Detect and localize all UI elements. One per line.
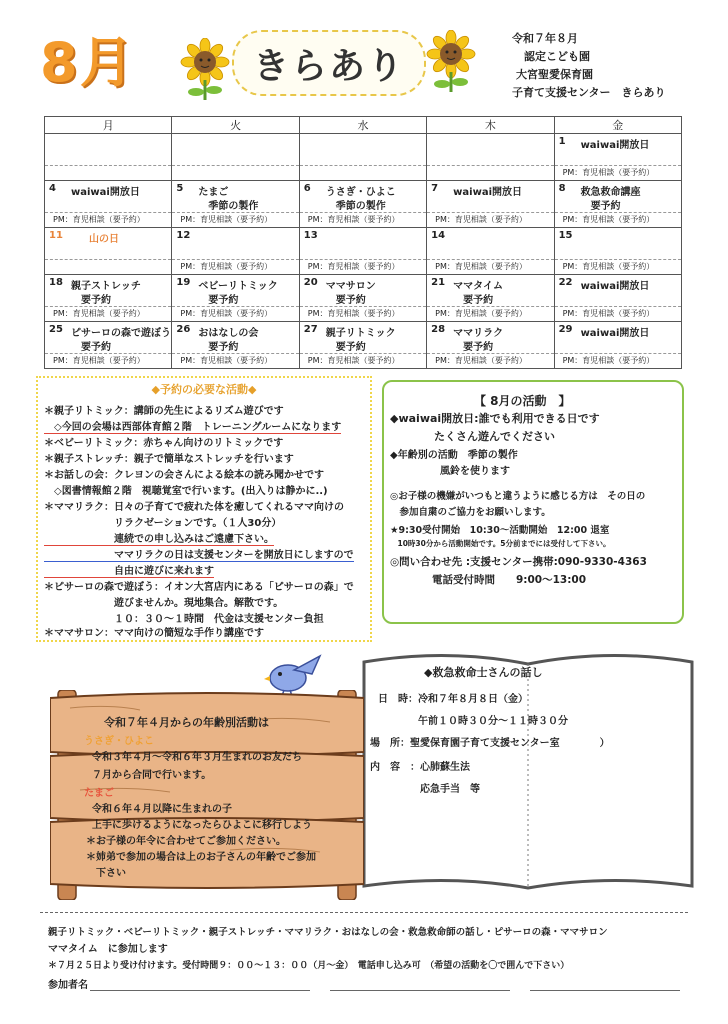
event-title: 救急救命講座 <box>580 187 641 198</box>
weekday-wed: 水 <box>299 117 426 134</box>
pm-consultation: PM：育児相談（要予約） <box>180 215 273 224</box>
lecture-content: 応急手当 等 <box>370 784 480 795</box>
day-number: 5 <box>176 183 184 194</box>
org-line: 認定こども園 <box>524 50 590 63</box>
event-subtitle: 要予約 <box>590 201 621 212</box>
activity-line <box>44 546 354 561</box>
phone-hours-line: 電話受付時間 9:00～13:00 <box>390 574 587 586</box>
calendar-day-cell <box>299 181 426 228</box>
pm-consultation: PM：育児相談（要予約） <box>53 215 145 224</box>
day-number: 1 <box>558 136 566 147</box>
activity-line: リラクゼーションです。（１人30分） <box>44 518 282 529</box>
activity-line <box>44 418 341 433</box>
calendar-day-cell <box>554 181 681 228</box>
age-group-line: ＊姉弟で参加の場合は上のお子さんの年齢でご参加 <box>86 852 316 863</box>
day-number: 7 <box>431 183 439 194</box>
pm-consultation: PM：育児相談（要予約） <box>562 168 655 177</box>
pm-consultation: PM：育児相談（要予約） <box>562 309 655 318</box>
calendar-day-cell <box>172 181 299 228</box>
event-title: ママタイム <box>453 281 503 292</box>
age-group-line: ７月から合同で行います。 <box>92 770 212 781</box>
cell-divider <box>172 306 298 307</box>
calendar-day-cell <box>427 322 554 369</box>
age-group-title: 令和７年４月からの年齢別活動は <box>104 716 269 729</box>
day-number: 22 <box>558 277 573 288</box>
age-group-line: 令和３年４月～令和６年３月生まれのお友だち <box>92 752 302 763</box>
calendar-day-cell <box>427 134 554 181</box>
calendar-day-cell <box>45 181 172 228</box>
cell-divider <box>300 353 426 354</box>
cell-divider <box>427 165 553 166</box>
event-title: ママサロン <box>325 281 376 292</box>
lecture-date: 日 時：冷和７年８月８日（金） <box>378 694 528 705</box>
activity-line: ＊ママサロン：ママ向けの簡短な手作り講座です <box>44 628 264 639</box>
event-title: うさぎ・ひよこ <box>325 187 396 198</box>
august-line: ◆waiwai開放日:誰でも利用できる日です <box>390 412 600 425</box>
sunflower-icon <box>178 38 232 100</box>
event-title: 山の日 <box>89 234 119 245</box>
calendar-day-cell <box>427 181 554 228</box>
cell-divider <box>300 165 426 166</box>
calendar-day-cell <box>45 322 172 369</box>
pm-consultation: PM：育児相談（要予約） <box>180 262 273 271</box>
cell-divider <box>427 306 553 307</box>
calendar-week-row <box>45 228 682 275</box>
day-number: 15 <box>558 230 573 241</box>
activity-line: ＊ベビーリトミック：赤ちゃん向けのリトミックです <box>44 438 284 449</box>
cell-divider <box>427 259 553 260</box>
calendar-day-cell <box>45 275 172 322</box>
age-group-line: ＊お子様の年令に合わせてご参加ください。 <box>86 836 286 847</box>
august-line: たくさん遊んでください <box>390 430 555 443</box>
august-line: ◆年齢別の活動 季節の製作 <box>390 450 518 461</box>
day-number: 6 <box>303 183 311 194</box>
calendar-day-cell <box>172 275 299 322</box>
event-subtitle: 要予約 <box>208 342 239 353</box>
cell-divider <box>555 353 681 354</box>
day-number: 21 <box>431 277 446 288</box>
pm-consultation: PM：育児相談（要予約） <box>562 262 655 271</box>
age-group-name: たまご <box>84 788 114 799</box>
calendar-week-row <box>45 181 682 228</box>
activity-line: ◇図書情報館２階 視聴覚室で行います。(出入りは静かに..) <box>44 486 328 497</box>
age-group-name: うさぎ・ひよこ <box>84 736 154 747</box>
weekday-mon: 月 <box>45 117 172 134</box>
day-number: 28 <box>431 324 446 335</box>
activity-line: ＊お話しの会：クレヨンの会さんによる絵本の読み聞かせです <box>44 470 324 481</box>
activity-line: ＊ピサーロの森で遊ぼう：イオン大宮店内にある「ピサーロの森」で <box>44 582 354 593</box>
august-line: 参加自粛のご協力をお願いします。 <box>390 507 551 518</box>
org-line: 大宮聖愛保育園 <box>516 68 593 81</box>
activity-line <box>44 562 214 577</box>
event-subtitle: 季節の製作 <box>208 201 259 212</box>
activity-note: ママリラクの日は支援センターを開放日にしますので <box>44 550 354 561</box>
pm-consultation: PM：育児相談（要予約） <box>307 215 400 224</box>
calendar-week-row <box>45 275 682 322</box>
event-title: 親子ストレッチ <box>71 281 141 292</box>
age-group-line: 令和６年４月以降に生まれの子 <box>92 804 232 815</box>
reservation-activities-title: ◆予約の必要な活動◆ <box>151 383 257 396</box>
cell-divider <box>45 306 171 307</box>
pm-consultation: PM：育児相談（要予約） <box>562 215 655 224</box>
calendar-day-cell <box>554 322 681 369</box>
pm-consultation: PM：育児相談（要予約） <box>435 262 527 271</box>
cell-divider <box>45 353 171 354</box>
august-line: 風鈴を使ります <box>390 466 510 477</box>
cell-divider <box>555 165 681 166</box>
event-title: 親子リトミック <box>325 328 396 339</box>
org-line: 令和７年８月 <box>512 32 578 45</box>
event-subtitle: 要予約 <box>208 295 239 306</box>
participant-name-field[interactable] <box>90 990 310 991</box>
activity-note: 自由に遊びに来れます <box>44 566 214 577</box>
activity-line: ＊親子リトミック：講師の先生によるリズム遊びです <box>44 406 284 417</box>
cell-divider <box>555 259 681 260</box>
day-number: 14 <box>431 230 446 241</box>
event-subtitle: 季節の製作 <box>335 201 386 212</box>
activity-line: 遊びませんか。現地集合。解散です。 <box>44 598 284 609</box>
calendar-day-cell <box>45 228 172 275</box>
august-line: ◎お子様の機嫌がいつもと違うように感じる方は その日の <box>390 491 646 502</box>
day-number: 19 <box>176 277 191 288</box>
calendar-day-cell <box>427 228 554 275</box>
participant-name-label: 参加者名 <box>48 980 88 991</box>
calendar-day-cell <box>299 275 426 322</box>
pm-consultation: PM：育児相談（要予約） <box>53 309 145 318</box>
pm-consultation: PM：育児相談（要予約） <box>435 215 527 224</box>
month-title: 8月 <box>40 31 136 94</box>
reservation-activities-box <box>36 376 372 642</box>
calendar-day-cell <box>299 228 426 275</box>
pm-consultation: PM：育児相談（要予約） <box>435 309 527 318</box>
title-banner <box>232 30 426 96</box>
august-activities-title: 【 8月の活動 】 <box>474 394 571 408</box>
age-group-line: 上手に歩けるようになったらひよこに移行しよう <box>92 820 312 831</box>
cell-divider <box>300 306 426 307</box>
calendar-day-cell <box>172 322 299 369</box>
pm-consultation: PM：育児相談（要予約） <box>307 356 400 365</box>
calendar-week-row <box>45 322 682 369</box>
event-title: おはなしの会 <box>198 328 259 339</box>
event-subtitle: 要予約 <box>81 342 111 353</box>
cell-divider <box>555 306 681 307</box>
weekday-fri: 金 <box>554 117 681 134</box>
activity-venue-note: ◇今回の会場は西部体育館２階 トレーニングルームになります <box>44 422 342 433</box>
cut-line <box>40 912 688 913</box>
cell-divider <box>172 212 298 213</box>
pm-consultation: PM：育児相談（要予約） <box>435 356 527 365</box>
cell-divider <box>300 212 426 213</box>
pm-consultation: PM：育児相談（要予約） <box>53 356 145 365</box>
cell-divider <box>172 165 298 166</box>
event-title: ママリラク <box>453 328 504 339</box>
cell-divider <box>172 353 298 354</box>
event-subtitle: 要予約 <box>463 342 494 353</box>
day-number: 13 <box>303 230 318 241</box>
lecture-title: ◆救急救命士さんの話し <box>424 666 543 679</box>
org-line: 子育て支援センター きらあり <box>512 86 666 99</box>
event-title: たまご <box>198 187 229 198</box>
day-number: 18 <box>49 277 63 288</box>
calendar-day-cell <box>172 228 299 275</box>
cell-divider <box>427 212 553 213</box>
calendar <box>44 116 682 369</box>
participant-name-field[interactable] <box>530 990 680 991</box>
event-subtitle: 要予約 <box>81 295 111 306</box>
event-subtitle: 要予約 <box>335 342 366 353</box>
calendar-week-row <box>45 134 682 181</box>
activity-line: ＊親子ストレッチ：親子で簡単なストレッチを行います <box>44 454 294 465</box>
day-number: 8 <box>558 183 566 194</box>
event-title: waiwai開放日 <box>580 140 650 151</box>
lecture-content: 内 容 ：心肺蘇生法 <box>370 762 470 773</box>
page-title: きらあり <box>252 45 405 87</box>
pm-consultation: PM：育児相談（要予約） <box>180 309 273 318</box>
registration-statement: ママタイム に参加します <box>48 944 168 955</box>
registration-note: ＊７月２５日より受け付けます。受付時間９：００～１３：００（月～金） 電話申し込み可 （希望の活動を〇で囲んで下さい） <box>48 961 570 971</box>
pm-consultation: PM：育児相談（要予約） <box>307 309 400 318</box>
cell-divider <box>45 165 171 166</box>
cell-divider <box>427 353 553 354</box>
day-number: 29 <box>558 324 573 335</box>
august-activities-box <box>382 380 684 624</box>
event-title: waiwai開放日 <box>580 328 650 339</box>
cell-divider <box>300 259 426 260</box>
calendar-day-cell <box>172 134 299 181</box>
event-subtitle: 要予約 <box>463 295 494 306</box>
august-line: ★9:30受付開始 10:30～活動開始 12:00 退室 <box>390 525 610 536</box>
registration-form <box>40 912 688 1016</box>
day-number: 12 <box>176 230 191 241</box>
day-number: 4 <box>49 183 56 194</box>
age-group-line: 下さい <box>86 868 126 879</box>
cell-divider <box>172 259 298 260</box>
pm-consultation: PM：育児相談（要予約） <box>562 356 655 365</box>
calendar-day-cell <box>554 275 681 322</box>
weekday-tue: 火 <box>172 117 299 134</box>
pm-consultation: PM：育児相談（要予約） <box>307 262 400 271</box>
day-number: 20 <box>303 277 318 288</box>
calendar-day-cell <box>45 134 172 181</box>
participant-name-field[interactable] <box>330 990 510 991</box>
weekday-thu: 木 <box>427 117 554 134</box>
event-title: ピサーロの森で遊ぼう <box>71 328 171 339</box>
organization-info <box>512 30 666 102</box>
calendar-day-cell <box>299 322 426 369</box>
day-number: 11 <box>49 230 63 241</box>
august-line: 10時30分から活動開始です。5分前までには受付して下さい。 <box>390 539 611 548</box>
cell-divider <box>45 259 171 260</box>
event-subtitle: 要予約 <box>335 295 366 306</box>
calendar-day-cell <box>554 228 681 275</box>
day-number: 25 <box>49 324 63 335</box>
cell-divider <box>45 212 171 213</box>
event-title: ベビーリトミック <box>198 281 278 292</box>
activity-warning: 連続での申し込みはご遠慮下さい。 <box>44 534 274 545</box>
day-number: 26 <box>176 324 191 335</box>
sunflower-icon <box>424 30 478 92</box>
activity-line: ＊ママリラク：日々の子育てで疲れた体を癒してくれるママ向けの <box>44 502 344 513</box>
contact-line: ◎問い合わせ先 :支援センター携帯:090-9330-4363 <box>390 556 647 568</box>
activity-line <box>44 530 274 545</box>
weekday-header-row <box>45 117 682 134</box>
event-title: waiwai開放日 <box>71 187 140 198</box>
calendar-day-cell <box>427 275 554 322</box>
day-number: 27 <box>303 324 318 335</box>
calendar-day-cell <box>299 134 426 181</box>
lecture-place: 場 所：聖愛保育園子育て支援センター室 ） <box>370 738 610 749</box>
lecture-time: 午前１０時３０分～１１時３０分 <box>378 716 568 727</box>
event-title: waiwai開放日 <box>453 187 522 198</box>
activity-line: １０：３０～１時間 代金は支援センター負担 <box>44 614 324 625</box>
calendar-day-cell <box>554 134 681 181</box>
activity-options[interactable]: 親子リトミック・ベビーリトミック・親子ストレッチ・ママリラク・おはなしの会・救急救命師の話し・ピサーロの森・ママサロン <box>48 927 608 938</box>
cell-divider <box>555 212 681 213</box>
event-title: waiwai開放日 <box>580 281 650 292</box>
pm-consultation: PM：育児相談（要予約） <box>180 356 273 365</box>
